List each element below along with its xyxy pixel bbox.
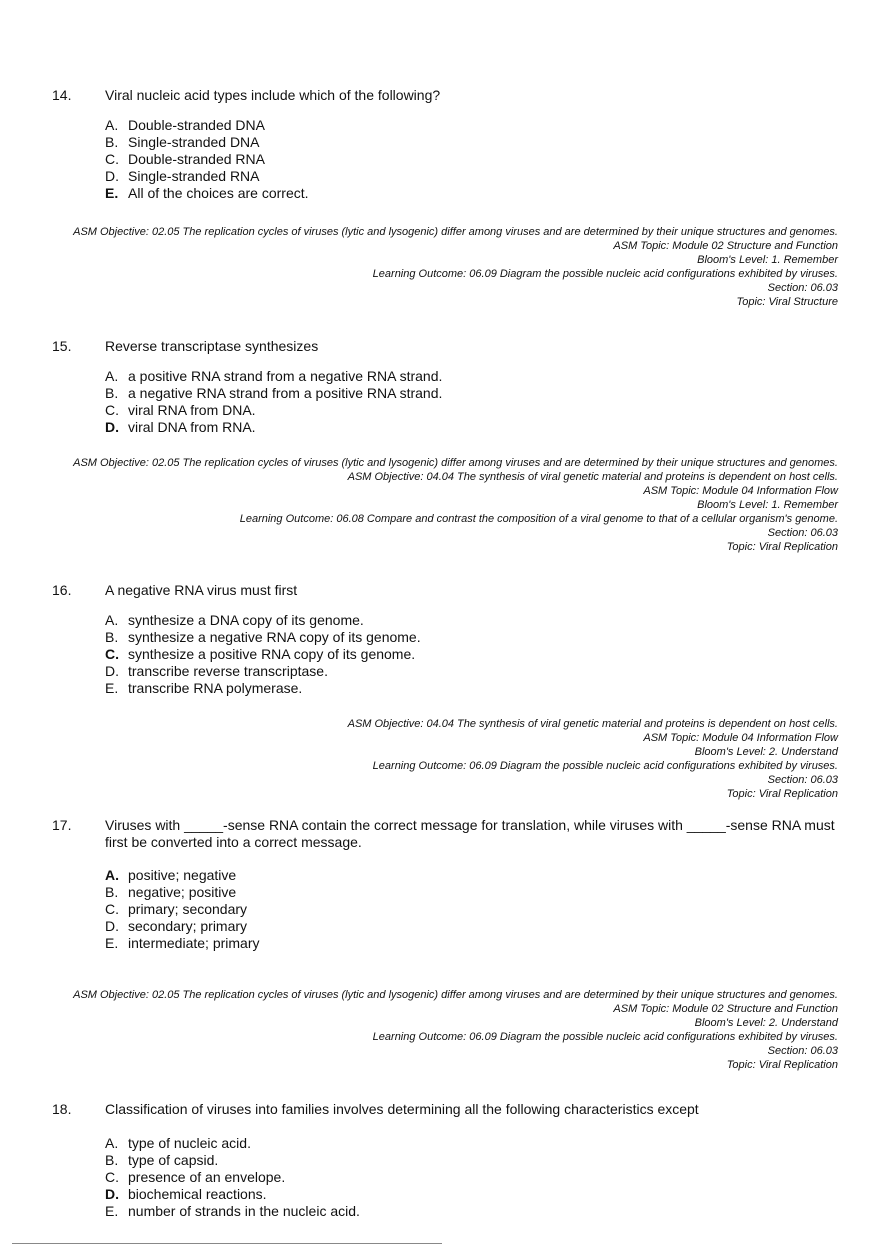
question-text: Reverse transcriptase synthesizes [105,338,319,354]
choice-text: All of the choices are correct. [128,185,309,201]
choice-letter: A. [105,368,119,384]
choice-d [105,663,842,680]
choice-text: Double-stranded RNA [128,151,265,167]
meta-line: Section: 06.03 [767,527,838,539]
question-14 [52,87,842,202]
choice-text: transcribe reverse transcriptase. [128,663,328,679]
meta-line: ASM Topic: Module 02 Structure and Function [613,1003,838,1015]
choice-letter: B. [105,385,119,401]
question-14-metadata [58,225,838,309]
meta-line: Topic: Viral Structure [736,296,838,308]
question-15-metadata [58,456,838,554]
meta-line: Topic: Viral Replication [726,788,838,800]
choice-letter-correct: E. [105,185,119,201]
choice-a [105,117,842,134]
question-text: Viruses with _____-sense RNA contain the correct message for translation, while viruses with _____-sense RNA must first be converted into a correct message. [105,817,835,850]
question-number: 17. [52,817,72,833]
choice-letter: A. [105,612,119,628]
meta-line: Section: 06.03 [767,282,838,294]
choice-d [105,1186,842,1203]
answer-choices [105,368,842,436]
answer-choices [105,1135,842,1220]
meta-line: ASM Topic: Module 04 Information Flow [643,732,838,744]
question-16 [52,582,842,697]
question-number: 16. [52,582,72,598]
choice-letter-correct: C. [105,646,119,662]
choice-letter: C. [105,151,119,167]
choice-letter: B. [105,134,119,150]
choice-c [105,901,842,918]
choice-a [105,867,842,884]
choice-letter: E. [105,1203,119,1219]
choice-text: Double-stranded DNA [128,117,265,133]
meta-line: ASM Topic: Module 02 Structure and Function [613,240,838,252]
choice-b [105,1152,842,1169]
choice-text: viral DNA from RNA. [128,419,256,435]
choice-e [105,680,842,697]
answer-choices [105,612,842,697]
meta-line: Section: 06.03 [767,1045,838,1057]
choice-letter-correct: D. [105,1186,119,1202]
choice-letter: B. [105,1152,119,1168]
choice-e [105,185,842,202]
choice-letter: A. [105,117,119,133]
meta-line: Bloom's Level: 2. Understand [694,746,838,758]
choice-e [105,1203,842,1220]
meta-line: ASM Objective: 04.04 The synthesis of viral genetic material and proteins is dependent on host cells. [347,471,838,483]
question-text: Viral nucleic acid types include which of the following? [105,87,441,103]
choice-text: Single-stranded DNA [128,134,260,150]
meta-line: ASM Objective: 02.05 The replication cycles of viruses (lytic and lysogenic) differ among viruses and are determined by their unique structures and genomes. [73,989,838,1001]
choice-b [105,629,842,646]
question-text: A negative RNA virus must first [105,582,298,598]
choice-a [105,1135,842,1152]
choice-c [105,1169,842,1186]
choice-text: a negative RNA strand from a positive RNA strand. [128,385,443,401]
meta-line: ASM Objective: 04.04 The synthesis of viral genetic material and proteins is dependent on host cells. [347,718,838,730]
choice-letter-correct: A. [105,867,119,883]
choice-a [105,368,842,385]
meta-line: Bloom's Level: 2. Understand [694,1017,838,1029]
choice-a [105,612,842,629]
choice-text: positive; negative [128,867,237,883]
meta-line: ASM Objective: 02.05 The replication cycles of viruses (lytic and lysogenic) differ among viruses and are determined by their unique structures and genomes. [73,226,838,238]
choice-d [105,419,842,436]
question-15 [52,338,842,436]
choice-letter: C. [105,402,119,418]
choice-b [105,385,842,402]
choice-letter: E. [105,935,119,951]
choice-b [105,134,842,151]
choice-text: type of capsid. [128,1152,219,1168]
choice-d [105,168,842,185]
choice-text: Single-stranded RNA [128,168,260,184]
choice-text: viral RNA from DNA. [128,402,256,418]
choice-text: presence of an envelope. [128,1169,286,1185]
choice-letter: C. [105,1169,119,1185]
choice-text: synthesize a positive RNA copy of its genome. [128,646,416,662]
choice-text: biochemical reactions. [128,1186,267,1202]
choice-text: synthesize a DNA copy of its genome. [128,612,364,628]
choice-c [105,402,842,419]
question-number: 14. [52,87,72,103]
meta-line: Bloom's Level: 1. Remember [697,499,838,511]
meta-line: ASM Topic: Module 04 Information Flow [643,485,838,497]
meta-line: Topic: Viral Replication [726,1059,838,1071]
choice-text: negative; positive [128,884,237,900]
choice-c [105,151,842,168]
meta-line: Bloom's Level: 1. Remember [697,254,838,266]
meta-line: Topic: Viral Replication [726,541,838,553]
meta-line: Learning Outcome: 06.09 Diagram the possible nucleic acid configurations exhibited by viruses. [372,268,838,280]
choice-e [105,935,842,952]
choice-letter: D. [105,918,119,934]
choice-b [105,884,842,901]
question-text: Classification of viruses into families involves determining all the following characteristics except [105,1101,699,1117]
choice-text: intermediate; primary [128,935,260,951]
choice-text: a positive RNA strand from a negative RNA strand. [128,368,443,384]
choice-letter: E. [105,680,119,696]
question-18 [52,1101,842,1220]
question-16-metadata [58,717,838,801]
question-number: 15. [52,338,72,354]
choice-text: transcribe RNA polymerase. [128,680,303,696]
choice-letter: B. [105,884,119,900]
choice-letter: D. [105,663,119,679]
choice-text: primary; secondary [128,901,248,917]
meta-line: Learning Outcome: 06.09 Diagram the possible nucleic acid configurations exhibited by viruses. [372,1031,838,1043]
meta-line: Learning Outcome: 06.08 Compare and contrast the composition of a viral genome to that of a cellular organism's genome. [239,513,838,525]
meta-line: Learning Outcome: 06.09 Diagram the possible nucleic acid configurations exhibited by viruses. [372,760,838,772]
choice-text: type of nucleic acid. [128,1135,251,1151]
choice-c [105,646,842,663]
choice-d [105,918,842,935]
footer-divider [12,1243,442,1244]
meta-line: ASM Objective: 02.05 The replication cycles of viruses (lytic and lysogenic) differ among viruses and are determined by their unique structures and genomes. [73,457,838,469]
choice-text: number of strands in the nucleic acid. [128,1203,360,1219]
answer-choices [105,117,842,202]
choice-letter: C. [105,901,119,917]
choice-letter: A. [105,1135,119,1151]
choice-text: secondary; primary [128,918,248,934]
answer-choices [105,867,842,952]
question-number: 18. [52,1101,72,1117]
choice-letter: B. [105,629,119,645]
choice-letter: D. [105,168,119,184]
question-17-metadata [58,988,838,1072]
choice-letter-correct: D. [105,419,119,435]
choice-text: synthesize a negative RNA copy of its genome. [128,629,421,645]
meta-line: Section: 06.03 [767,774,838,786]
question-17 [52,817,842,952]
